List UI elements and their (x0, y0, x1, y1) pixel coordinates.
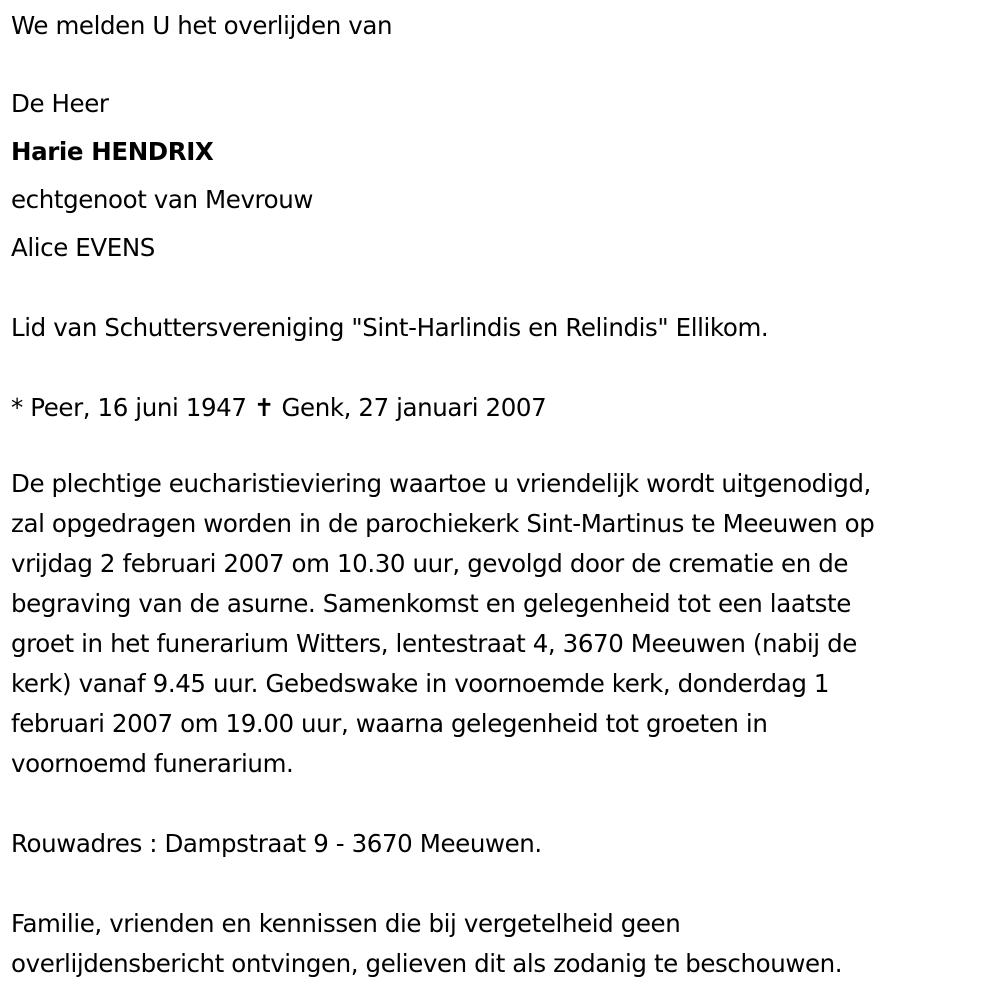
spacer (11, 352, 996, 384)
spacer (11, 784, 996, 824)
ceremony-line: kerk) vanaf 9.45 uur. Gebedswake in voornoemde kerk, donderdag 1 (11, 669, 830, 698)
membership-text: Lid van Schuttersvereniging "Sint-Harlindis en Relindis" Ellikom. (11, 313, 769, 342)
ceremony-line: groet in het funerarium Witters, lentestraat 4, 3670 Meeuwen (nabij de (11, 629, 857, 658)
spouse-relation: echtgenoot van Mevrouw (11, 185, 314, 214)
closing-paragraph (11, 904, 996, 984)
spouse-name: Alice EVENS (11, 233, 155, 262)
intro-text: We melden U het overlijden van (11, 11, 393, 40)
cross-icon: ✝ (253, 393, 275, 422)
ceremony-line: vrijdag 2 februari 2007 om 10.30 uur, gevolgd door de crematie en de (11, 549, 849, 578)
mourning-address: Rouwadres : Dampstraat 9 - 3670 Meeuwen. (11, 829, 542, 858)
dates-line (11, 384, 996, 432)
closing-line: Familie, vrienden en kennissen die bij vergetelheid geen (11, 909, 681, 938)
death-notice (11, 0, 996, 984)
ceremony-line: februari 2007 om 19.00 uur, waarna gelegenheid tot groeten in (11, 709, 768, 738)
closing-line: overlijdensbericht ontvingen, gelieven dit als zodanig te beschouwen. (11, 949, 843, 978)
spacer (11, 432, 996, 464)
deceased-name: Harie HENDRIX (11, 137, 214, 166)
address-paragraph (11, 824, 996, 864)
ceremony-line: De plechtige eucharistieviering waartoe u vriendelijk wordt uitgenodigd, (11, 469, 871, 498)
spacer (11, 272, 996, 304)
death-info: Genk, 27 januari 2007 (281, 393, 547, 422)
ceremony-line: begraving van de asurne. Samenkomst en gelegenheid tot een laatste (11, 589, 851, 618)
ceremony-paragraph (11, 464, 996, 784)
honorific: De Heer (11, 89, 109, 118)
birth-info: * Peer, 16 juni 1947 (11, 393, 247, 422)
spacer (11, 864, 996, 904)
ceremony-line: voornoemd funerarium. (11, 749, 294, 778)
ceremony-line: zal opgedragen worden in de parochiekerk Sint-Martinus te Meeuwen op (11, 509, 875, 538)
spacer (11, 52, 996, 80)
